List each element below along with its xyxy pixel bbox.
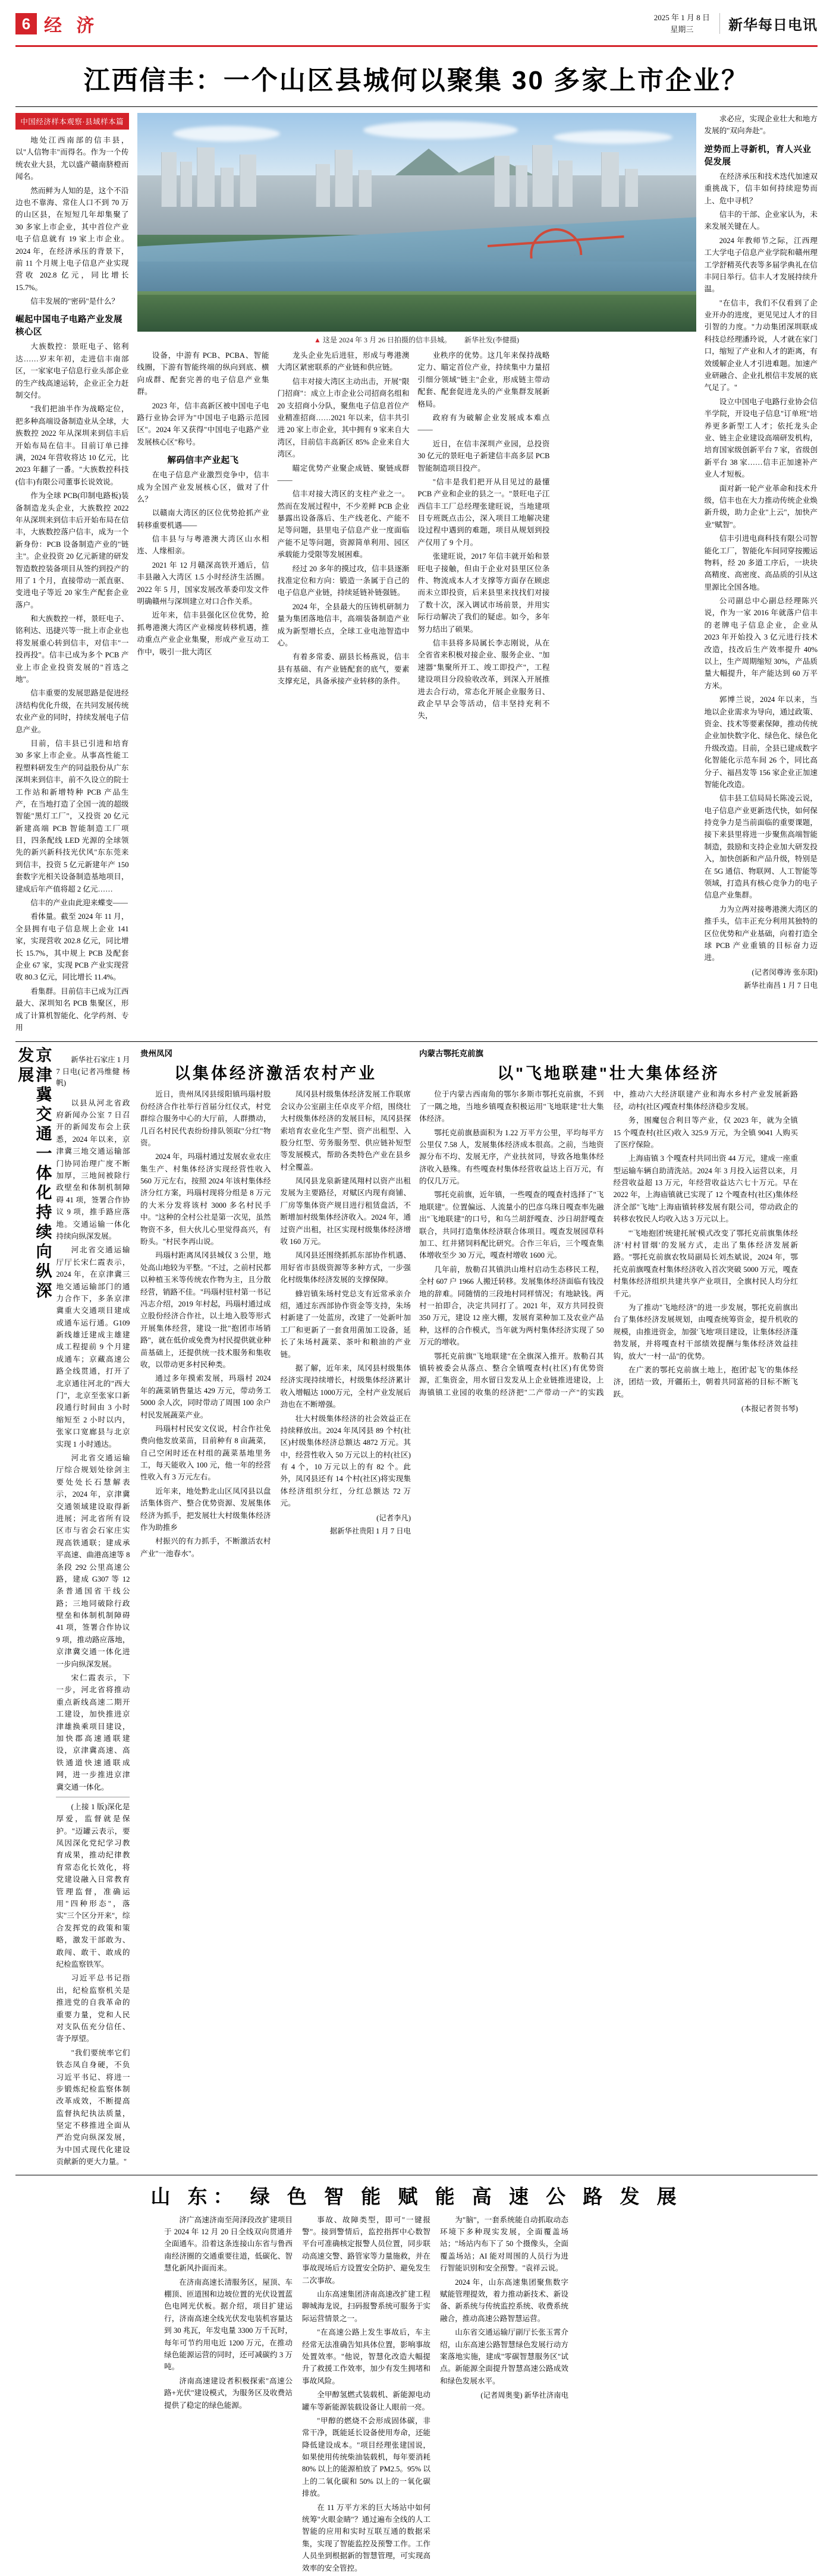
date-line: 2025 年 1 月 8 日 bbox=[653, 13, 710, 22]
agency-line: 据新华社贵阳 1 月 7 日电 bbox=[329, 1526, 411, 1535]
paragraph: 宋仁霞表示，下一步，河北省将推动重点新线高速二期开工建设，加快推进京津雄换乘项目建设，加快郡高速通联建设，京津冀高速、高铁通道快速通联成网，进一步推进京津冀交通一体化。 bbox=[56, 1674, 130, 1791]
paragraph: "在高速公路上发生事故后，车主经常无法准确告知具体位置，影响事故处置效率。"他说，智慧化改造大幅提升了救援工作效率，加少有发生拥堵和事故风险。 bbox=[302, 2328, 430, 2385]
paragraph: 张建旺说，2017 年信丰就开始和景旺电子接触，但由于企业对县里区位条件、物流成本人才支撑等方面存在顾虑而未立即投资，后来县里来找找们对接了数十次，深入调试市场前景，并用实际行动解决了我们的疑虑。如今，多年努力结出了硕果。 bbox=[417, 552, 550, 634]
paragraph: "甲醇的燃烧不会形成固体碳，非常干净，既能延长设备使用寿命，还能降低建设成本。"项目经理张建国说，如果使用传统柴油装载机，每年要消耗 80% 以上的能源柏放了 PM2.5。95% 以上的二氧化碳和 50% 以上的一氧化碳排放。 bbox=[302, 2416, 430, 2498]
byline: (记者闵尊涛 张东阳) bbox=[752, 968, 818, 977]
paragraph: 2024 年，全县最大的压铸机研制力量为集团落地信丰，高端装备制造产业成为新型增长点，全球工业电池智造中心。 bbox=[277, 602, 410, 647]
paragraph: 瞄定优势产业聚企成链、聚链成群—— bbox=[277, 464, 410, 484]
paragraph: 然而鲜为人知的是，这个不沿边也不靠海、常住人口不到 70 万的山区县，在短短几年却集聚了 30 多家上市企业，其中首位产业电子信息就有 19 家上市企业。2024 年，在经济承压的背景下，前 11 个月规上电子信息产业实现营收 202.8 亿元，同比增长 15.7%。 bbox=[15, 186, 129, 292]
paragraph: 地处江西南部的信丰县，以"人信物丰"而得名。作为一个传统农业大县，尤以盛产赣南脐橙而闻名。 bbox=[15, 136, 129, 181]
paragraph: 看体量。截至 2024 年 11 月，全县拥有电子信息规上企业 141 家，实现营收 202.8 亿元，同比增长 15.7%，其中规上 PCB 及配套企业 67 家，实现 PCB 产业实现营收 80.3 亿元，同比增长 11.4%。 bbox=[15, 912, 129, 982]
article-neimenggu bbox=[419, 1047, 798, 2169]
bottom-zone bbox=[15, 1047, 818, 2169]
paragraph: 鄂托克前旗，近年镇，一些嘎查的嘎查村选择了"飞地联建"。位置偏远、人流量小的巴彦乌珠日嘎查率先融出"飞地联建"的口号，和乌兰胡舒嘎查、沙日胡舒嘎查联合，共同打造集体经济联合体项目。嘎查发展园草科加工、红井猪饲料配比研究。合作三年后，三个嘎查集体增收至少 30 万元，嘎查村增收 1600 元。 bbox=[419, 1191, 604, 1260]
masthead-left bbox=[15, 11, 99, 37]
article-shandong bbox=[15, 2175, 818, 2576]
article-left-column bbox=[15, 113, 129, 1035]
paragraph: 河北省交通运输厅综合规划处徐剑主要处处长石慧解表示，2024 年，京津冀交通领域建设取得新进展；河北省所有设区市与省会石家庄实现高铁通联；建成承平高速、曲港高速等 8 条段 292 公里高速公路，建成 G307 等 12 条普通国省干线公路；三地同破除行政壁垒和体制机制障碍 41 项，签署合作协议 9 项，推动路应落地，京津冀交通一体化进一步向纵深发展。 bbox=[56, 1453, 130, 1668]
paragraph: 信丰县将多局属长李志刚说，从在全省省来积极对接企业、服务企业、"加速器"集聚所开工、竣工即投产"，工程建设项目分段验收改革，到深入开展推进去合行动，常态化开展企业服务日、政企早早会等活动，信丰坚持充利不失， bbox=[417, 638, 550, 720]
paragraph: 河北省交通运输厅厅长宋仁霞表示，2024 年，在京津冀三地交通运输部门的通力合作下，多条京津冀重大交通项目建成或通车运行通。G109 新线雄迁建成主雄建成工程提前 9 个月建成通车；京藏高速公路全线贯通，打开了北京通往河北的"西大门"，北京至张家口新段通行时间由 3 小时缩短至 2 小时以内，张家口宽廊县与北京实现 1 小时通达。 bbox=[56, 1246, 130, 1448]
paragraph: 信丰引进电商科技有限公司智能化工厂，智能化车间同穿按搬运物料，经 20 多道工序后，一块块高精度、高密度、高品质的引从这里源比全国各地。 bbox=[704, 534, 818, 591]
paragraph: 以县从河北省政府新闻办公室 7 日召开的新闻发布会上获悉，2024 年以来，京津冀三地交通运输部门协同治理广度不断加厚，三地间被除行政壁垒和体制机制障碍 41 项，签署合作协议 9 项，推手路应落地。交通运输一体化持续向纵深发展。 bbox=[56, 1098, 130, 1240]
article-right-column bbox=[705, 113, 818, 1035]
jjj-body bbox=[56, 1047, 130, 2169]
continued-paragraph: (上接 1 版)深化是厚爱，监督就是保护。"迈罐云表示，要凤因深化党纪学习教育成果，推动纪律教育常态化长效化，将党建设融入日常教育管理监督，准确运用"四种形态"，落实"三个区分开来"，综合发挥党的政策和策略，激发干部敢为、敢闯、敢干、敢成的纪检监察铁军。 bbox=[56, 1802, 130, 1969]
paragraph: 信丰县工信局局长陈凌云说，电子信息产业更新迭代快，如何保持竞争力是当前面临的重要课题，接下来县里将进一步聚焦高端智能制造，鼓励和支持企业加大研发投入，加快创新和产品升级，特别是在 5G 通信、物联网、人工智能等领域，打造具有核心竞争力的电子信息产业集群。 bbox=[704, 794, 818, 900]
byline: (记者李凡) bbox=[376, 1513, 411, 1522]
photo-block bbox=[137, 113, 696, 345]
center-subcolumn-1 bbox=[137, 349, 269, 724]
paragraph: 凤冈县村级集体经济发展工作联席会议办公室副主任卓皮平介绍，围绕壮大村级集体经济的发展目标，凤冈县探索培育农业化生产型、资产出租型、入股分红型、劳务服务型、供应链补短型等发展模式，帮助各类特色产业在县乡村全覆盖。 bbox=[280, 1090, 411, 1172]
paragraph: 目前，信丰县已引进和培育 30 多家上市企业。从事高性能工程塑料研发生产的同益股份从广东深圳来到信丰，前不久设立的院士工作站和新增特种 PCB 产品生产，在当地打造了全国一流的超级智能"黑灯工厂"，又投资 20 亿元新建高端 PCB 智能制造工厂项目，四条配线 LED 光源的全球领先的新兴新科技光伏风"东东莞来到信丰，投资 5 亿元新建年产 150 套数字光相关设备制造基地项目，建成后年产值将超 2 亿元…… bbox=[15, 739, 129, 893]
paragraph: 通过多年摸索发展，玛瑙村 2024 年的蔬菜销售量达 429 万元，带动务工 5000 余人次，同时带动了周围 100 余户村民发展蔬菜产业。 bbox=[140, 1374, 271, 1419]
center-subcolumn-3 bbox=[418, 349, 550, 724]
paragraph: 事故、故障类型，即可"一键报警"。接到警情后，监控指挥中心数智平台可准确核定报警人员位置，同步联动高速交警、路管家等力量施救，并在事故现场后方设置安全防护、避免发生二次事故。 bbox=[302, 2215, 430, 2285]
paragraph: 和大族数控一样，景旺电子、铭利达、迅捷兴等一批上市企业也将发展重心转到信丰，对信丰"一投再投"。信丰已成为多个 PCB 产业上市企业投资发展的"首选之地"。 bbox=[15, 615, 129, 684]
center-subcolumn-2 bbox=[278, 349, 410, 724]
aerial-photo bbox=[137, 113, 696, 332]
paragraph: 为"脑"，一套系统能自动抓取动态环境下多种现实发展，全面覆盖场站；"场站内布下了 50 个摄像头，全面覆盖场站；AI 能对周围的人员行为进行智能识别和安全预警。"袁祥云说。 bbox=[440, 2215, 568, 2273]
paragraph: 2024 年教师节之际，江西理工大学电子信息产业学院和赣州理工学舒精英代表等多届学典礼在信丰同日举行。信丰人才发展持续升温。 bbox=[704, 236, 818, 294]
paragraph: 面对新一轮产业革命和技术升级，信丰也在大力推动传统企业焕新升级，助力企业"上云"，加快产业"赋智"。 bbox=[704, 484, 818, 529]
paragraph: 2024 年，山东高速集团聚焦数字赋能管理提效，着力推动新技术、新设备、新系统与传统监控系统、收费系统融合，推动高速公路智慧运营。 bbox=[440, 2278, 568, 2323]
paragraph: 几年前，敖勒召其镇洪山堆村启动生态移民工程，全村 607 户 1966 人搬迁转移。发展集体经济面临有钱没地的辞难。同随情的三段地村同样情况；有地缺钱。两村一拍即合，决定共同打了。2021 年，双方共同投资 350 万元，建设 12 座大棚，发展育菜种加工及农业产品种，这样的合作模式，当年就为两村集体经济实现了 50 万元的增收。 bbox=[419, 1265, 604, 1347]
page-number: 6 bbox=[15, 13, 37, 34]
paragraph: 业秩序的优势。这几年来保持战略定力、瞄定首位产业，持续集中力量招引细分领域"链主"企业，形成链主带动配套、配套促进龙头的产业集群发展新格局。 bbox=[417, 351, 550, 408]
caption-text: ▲ 这是 2024 年 3 月 26 日拍摄的信丰县城。 bbox=[314, 336, 451, 344]
paragraph: 凤冈县还围绕抓抓东部协作机遇、用好省市县级资源等多种方式，一步强化村级集体经济发展的支撑保障。 bbox=[280, 1251, 411, 1284]
paragraph: 玛瑙村村民安文仪说，村合作社免费向他发放菜苗，目前种有 8 亩蔬菜，自己空闲时还在村组的蔬菜基地里务工，每天能收入 100 元，他一年的经营性收入有 3 万元左右。 bbox=[140, 1424, 271, 1482]
guizhou-body bbox=[140, 1088, 411, 1560]
paragraph: 在济南高速长清服务区，屋顶、车棚顶、匝道围和边坡位置的光伏设置蓝色电网光伏板。据介绍，项目扩建运行，济南高速全线光伏发电装机容量达到 30 兆瓦，年发电量 3300 万千瓦时，每年可节约用电近 1200 万元，在推动绿色能源运营的同时，还可减碳约 3 万吨。 bbox=[164, 2278, 293, 2372]
weekday-line: 星期三 bbox=[670, 24, 694, 34]
shandong-col-2 bbox=[302, 2214, 430, 2576]
paragraph: 有着多常委、副县长杨燕说，信丰县有基础、有产业链配套的底气，要素支撑充足，具备承接产业转移的条件。 bbox=[277, 653, 410, 686]
paragraph: 全甲醇氢燃式装载机、新能源电动罐车等新能源装载设备让人眼前一亮。 bbox=[302, 2391, 430, 2411]
paragraph: 政府有为破解企业发展成本难点—— bbox=[417, 413, 550, 434]
date-block bbox=[654, 12, 710, 35]
masthead bbox=[15, 11, 818, 44]
paragraph: 鄂托克前旗"飞地联建"在全旗深入推开。敖勒召其镇转被委会从落点、整合全镇嘎查村(社区)有优势资源，汇集资金，用水留日发发从上企业链推进建设，上海镇镇工业园的收集的经济把"二产带动一产"的实践中，推动六大经济联建产业和海水乡村产业发展新路径，动村(社区)嘎查村集体经济稳步发展。 bbox=[419, 1090, 798, 1397]
paragraph: 位于内蒙古西南角的鄂尔多斯市鄂托克前旗，不到了一隅之地，当地乡镇嘎查积极运用"飞地联建"壮大集体经济。 bbox=[419, 1090, 604, 1123]
article-title: 以"飞地联建"壮大集体经济 bbox=[497, 1065, 720, 1083]
paragraph: "'飞地抱团'统建托展'模式改变了鄂托克前旗集体经济'村村冒烟'的发展方式，走出了集体经济发展新路。"鄂托克前旗农牧局副局长刘杰斌说，2024 年，鄂托克前旗嘎查村集体经济收入首次突破 5000 万元，嘎查村集体经济组织共建共享产业项目，全旗村民人均分红千元。 bbox=[613, 1229, 798, 1298]
article-center-column bbox=[137, 113, 696, 1035]
paragraph: 据了解，近年来，凤冈县村级集体经济实现持续增长，村级集体经济累计收入增幅达 1000万元，全村产业发展后劲也在不断增强。 bbox=[280, 1363, 411, 1409]
paragraph: 龙头企业先后进驻，形成与粤港澳大湾区紧密联系的产业链和供应链。 bbox=[277, 351, 410, 372]
paragraph: 以赣南大湾区的区位优势抢抓产业转移重要机遇—— bbox=[137, 509, 269, 530]
paragraph: 近日，在信丰深圳产业园，总投资 30 亿元的景旺电子新建信丰高多层 PCB 智能制造项目投产。 bbox=[417, 439, 550, 473]
paragraph: 求必应，实现企业壮大和地方发展的"双向奔赴"。 bbox=[704, 115, 818, 136]
paragraph: "在信丰，我们不仅看到了企业开办的进度，更见见过人才的目引智的力度。"力动集团深圳联成科技总经理潘玲说，人才就在家门口，缩短了产业和人才的距离，有效缓解企业人才引进难题。加速产业研融合、企业扎根信丰发展的底气足了。" bbox=[704, 298, 818, 392]
paragraph: 济广高速济南至菏泽段改扩建项目于 2024 年 12 月 20 日全线双向贯通并全面通车。沿着这条连接山东省与鲁西南经济圈的交通重要往道，低碳化、智慧化新风扑面而来。 bbox=[164, 2215, 293, 2273]
agency-line: 新华社南昌 1 月 7 日电 bbox=[744, 981, 818, 990]
paragraph: 上海庙镇 3 个嘎查村共同出资 44 万元，建成一座重型运输车辆自助清洗站。2024 年 3 月投入运营以来，月经营收益超 13 万元，年经营收益达六七十万元。早在 2022 年，上海庙镇就已实现了 12 个嘎查村(社区)集体经济全部"飞地"上海庙镇转移发展有限公司，带动政企的转移农牧民人均收入达 3 万元以上。 bbox=[613, 1154, 798, 1224]
paragraph: 信丰县与与粤港澳大湾区山水相连、人缘相亲。 bbox=[137, 535, 269, 556]
paragraph: 习近平总书记指出，纪检监察机关是推进党的自我革命的重要力量，党和人民对支队伍充分信任、寄予厚望。 bbox=[56, 1974, 130, 2043]
paragraph: 作为全球 PCB(印制电路板)装备制造龙头企业，大族数控 2022 年从深圳来到信丰后开始布局在信丰，大族数控落户信丰，成为一个新身份：PCB 设备制造产业的"链主"。企业投资 20 亿元新建的研发智造数控装备项目从签约到投产的用了 1 个月，直接带动一派直驱、变进电子等近 20 家生产配套企业落户。 bbox=[15, 492, 129, 609]
byline: (本报记者贺书琴) bbox=[741, 1404, 798, 1413]
paragraph: 在 11 万平方米的巨大场站中如何统筹"火眼金睛"？通过遍布全线的人工智能的应用和实时互联互通的数据采集，实现了智能监控及预警工作。工作人员坐到根据新的智慧管理，可实现高效率的安全管控。 bbox=[302, 2503, 430, 2572]
shandong-body bbox=[164, 2214, 818, 2576]
article-jingjinji bbox=[15, 1047, 132, 2169]
subheading: 逆势而上寻新机，育人兴业促发展 bbox=[704, 144, 812, 167]
paragraph: 信丰的产业由此迎来蝶变—— bbox=[30, 899, 128, 908]
paragraph: 为了推动"飞地经济"的进一步发展，鄂托克前旗出台了集体经济发展规划，由嘎查统筹资金，提升机收的规模，由推进资金，加强'飞地'项目建设，让集体经济蓬勃发展，并将嘎查村干部绩效提酬与集体经济效益挂钩，放大"一村一品"的优势。 bbox=[613, 1303, 798, 1361]
article-title: 以集体经济激活农村产业 bbox=[174, 1065, 377, 1083]
paragraph: 在广袤的鄂托克前旗土地上，抱团'起飞'的集体经济，团结一致，开疆拓土，朝着共同富裕的目标不断飞跃。 bbox=[613, 1365, 798, 1399]
paragraph: 力为立两对接粤港澳大湾区的推手头，信丰正充分利用其独特的区位优势和产业基础，向着打造全球 PCB 产业重镇的目标奋力迈进。 bbox=[704, 905, 818, 962]
masthead-rule bbox=[15, 45, 818, 47]
paragraph: 信丰对接大湾区主动出击，开展"限门招商"：成立上市企业公司招商名组和 20 支招商小分队，聚焦电子信息首位产业精准招商……2021 年以来，信丰共引进 20 家上市企业，其中拥有 9 家来自大湾区，目前信丰高新区 85% 企业来自大湾区。 bbox=[277, 377, 410, 459]
page-title: 江西信丰：一个山区县城何以聚集 30 多家上市企业？ bbox=[83, 66, 750, 95]
paragraph: 村振兴的有力抓手，不断激活农村产业"一池春水"。 bbox=[140, 1537, 271, 1558]
paragraph: 壮大村级集体经济的社会效益正在持续释放出。2024 年凤冈县 89 个村(社区)村级集体经济总额达 4872 万元。其中，经营性收入 50 万元以上的村(社区)有 4 个，10 万元以上的有 82 个。此外，凤冈县还有 14 个村(社区)将实现集体经济组织分红，分红总额达 72 万元。 bbox=[280, 1414, 411, 1508]
region-label: 内蒙古鄂托克前旗 bbox=[419, 1049, 483, 1059]
headline-rule bbox=[15, 106, 818, 107]
paragraph: 2024 年，玛瑙村通过发展农业农庄集生产、村集体经济实现经营性收入 560 万元左右，按照 2024 年该村集体经济分红方案，玛瑙村现将分组是 8 万元的大米分发将该村 3000 多名村民手中。"这种的全村公社是第一次见，虽然物资不多，但大伙儿心里觉得高兴，有盼头。"村民李再山说。 bbox=[140, 1152, 271, 1246]
paragraph: 在电子信息产业激烈竞争中，信丰成为全国产业发展核心区，做对了什么？ bbox=[137, 471, 269, 503]
paragraph: 2023 年，信丰高新区被中国电子电路行业协会评为"中国电子电路示范园区"。2024 年又获得"中国电子电路产业发展核心区"称号。 bbox=[137, 401, 269, 446]
paragraph: 山东省交通运输厅副厅长张玉霄介绍，山东高速公路智慧绿色发展行动方案落地实施，建成"零碳智慧服务区"试点。新能源全面提升智慧高速公路成效和绿色发展水平。 bbox=[440, 2328, 568, 2385]
paragraph: "我们把油半作为战略定位，把多种高端设备制造业从全球，大族数控 2022 年从深圳来到信丰后开始布局在信丰。目前订单已排满，2024 年营收将达 10 亿元，比 2023 年翻了一番。"大族数控科技(信丰)有限公司董事长说效说。 bbox=[15, 405, 129, 486]
paragraph: "我们要统率它们铁态凤自身硬，不负习近平书记、将进一步锻炼纪检监察体制改革成效，不断提高监督执纪执法质量，坚定不移推进全面从严治党向纵深发展，为中国式现代化建设贡献新的更大力量。" bbox=[56, 2048, 130, 2166]
paragraph: 凤冈县龙泉新建凤翔村以资产出租发展为主要路径，对赋区内现有商铺、厂房等集体资产规目进行租赁盘活，不断增加村级集体经济收入。2024 年，通过资产出租，社区实现村级集体经济增收 160 万元。 bbox=[280, 1177, 411, 1246]
center-subcolumns bbox=[137, 349, 696, 724]
subheading: 崛起中国电子电路产业发展核心区 bbox=[15, 315, 122, 338]
paragraph: 设立中国电子电路行业协会信半学院，开设电子信息"订单班"培养更多新型工人才；依托龙头企业、链主企业建设高端研发机构，培育国家级创新平台 7 家，省级创新平台 38 家……信丰正加速补产业人才短板。 bbox=[704, 397, 818, 479]
paragraph: 信丰重要的发展思路是促进经济结构优化升级，在共同发展传统农业产业的同时，持续发展电子信息产业。 bbox=[15, 689, 129, 734]
shandong-col-3 bbox=[440, 2214, 568, 2576]
column-tag: 中国经济样本观察·县域样本篇 bbox=[15, 113, 129, 130]
paragraph: 2021 年 12 月赣深高铁开通后，信丰县融入大湾区 1.5 小时经济生活圈。2022 年 5 月，国家发展改革委印发文件明确赣州与深圳建立对口合作关系。 bbox=[137, 560, 269, 606]
top-zone bbox=[15, 113, 818, 1035]
paragraph: 信丰的干部、企业家认为，未来发展关键在人。 bbox=[704, 210, 818, 231]
paragraph: 近年来，地处黔北山区凤冈县以盘活集体资产、整合优势资源、发展集体经济为抓手，把发展壮大村级集体经济作为助推乡 bbox=[140, 1487, 271, 1532]
paragraph: 在经济承压和技术迭代加速双重挑战下，信丰如何持续迎势而上、危中寻机？ bbox=[704, 172, 818, 205]
paragraph: 设备，中游有 PCB、PCBA、智能线圈，下游有智能终端的纵向到底、横向成群、配套完善的电子信息产业集群。 bbox=[137, 351, 269, 396]
neimenggu-body bbox=[419, 1088, 798, 1413]
paragraph: 近日，贵州凤冈县绥阳镇玛瑙村股份经济合作社举行首届分红仪式，村党群综合服务中心的大厅前，人群攒动，几百名村民代表纷纷排队领取"分红"物资。 bbox=[140, 1090, 271, 1147]
section-title: 经 济 bbox=[44, 16, 99, 36]
photo-credit: 新华社发(李健摄) bbox=[464, 336, 519, 344]
paragraph: 玛瑙村距离凤冈县城仅 3 公里，地处高山地较为平整。"不过，之前村民都以种植玉米等传统农作物为主，且分散经营，销路不佳。"玛瑙村驻村第一书记冯志介绍，2019 年村起，玛瑙村通过成立股份经济合作社，以土地入股等形式开展集体经营，建设一批"抱团市场销路"，就在低价或免费为村民提供就业种苗基础上，还提供统一技术服务和集收收，以带动更多村民种类。 bbox=[140, 1251, 271, 1369]
paragraph: 看集群。目前信丰已成为江西最大、深圳知名 PCB 集聚区，形成了计算机智能化、化学药剂、专用 bbox=[15, 987, 129, 1032]
paragraph: "信丰是我们把开从目见过的最懂 PCB 产业和企业的县之一。"景旺电子江西信丰工厂总经理张建旺说，当地建项目专班既点击公，深入项目工地解决建设过程中遇到的难题，项目从规划到投产仅用了 9 个月。 bbox=[417, 477, 550, 547]
paragraph: 务，围魔包合利目等产业，仅 2023 年，就为全镇 15 个嘎查村(社区)收入 325.9 万元，为全镇 9041 人购买了医疗保险。 bbox=[613, 1116, 798, 1149]
paragraph: 公司副总中心副总经理陈兴说，作为一家 2016 年就落户信丰的老牌电子信息企业，企业从 2023 年开始投入 3 亿元进行技术改造，技改后生产效率提升 40% 以上，生产周期缩短 30%，产品质量大幅提升，年产能达到 60 万平方米。 bbox=[704, 597, 818, 690]
shandong-col-1 bbox=[164, 2214, 293, 2576]
paragraph: 信丰发展的"密码"是什么？ bbox=[30, 297, 120, 306]
paragraph: 经过 20 多年的摸过攻，信丰县逐渐找准定位和方向：锻造一条属于自己的电子信息产业链，持续延链补链强链。 bbox=[277, 564, 410, 597]
section-divider bbox=[15, 1041, 818, 1042]
paragraph: 山东高速集团济南高速改扩建工程聊城海龙说，扫码报警系统可服务于实际运营情景之一。 bbox=[302, 2290, 430, 2323]
masthead-right bbox=[654, 11, 818, 35]
paragraph: 郭博兰说，2024 年以来，当地以企业需求为导向，通过政策、资金、技术等要素保障，推动传统企业加快数字化、绿色化、绿色化升级改造。目前，全县已建成数字化智能化示范车间 26 个，同比高分子、福昌发等 156 家企业正加速智能化改造。 bbox=[704, 695, 818, 789]
article-title: 山 东： 绿 色 智 能 赋 能 高 速 公 路 发 展 bbox=[150, 2185, 683, 2207]
paragraph: 鄂托克前旗悬面积为 1.22 万平方公里，平均每平方公里仅 7.58 人，发展集体经济成本很高。之前，当地资源分布不均、发展无序，产业扶贫同，导致各地集体经济收入悬殊。有些嘎查村集体经营收益达上百万元，有的仅几万元。 bbox=[419, 1128, 604, 1186]
subheading: 解码信丰产业起飞 bbox=[167, 456, 239, 466]
photo-caption bbox=[137, 335, 696, 345]
paper-logo: 新华每日电讯 bbox=[719, 13, 818, 34]
byline: (记者周奥斐) 新华社济南电 bbox=[480, 2391, 568, 2400]
region-label: 贵州凤冈 bbox=[140, 1049, 172, 1059]
paragraph: 近年来，信丰县强化区位优势，抢抓粤港澳大湾区产业梯度转移机遇，推动重点产业企业集聚，形成产业互动工作中，吸引一批大湾区 bbox=[137, 611, 269, 656]
article-guizhou bbox=[140, 1047, 411, 2169]
paragraph: 蜂岩镇朱场村党总支有近常承亲介绍，通过东西部协作资金等支持，朱场村新建了一处蓝房，改建了一处新叶加工厂和更新了一套食用菌加工设备，延长了朱场村蔬菜、茶叶和粮油的产业链。 bbox=[280, 1289, 411, 1359]
paragraph: 大族数控：景旺电子、铭利达……岁末年初，走进信丰南部区，一家家电子信息行业头部企业的生产线高速运转，企业正全力赶制交付。 bbox=[15, 342, 129, 400]
vertical-headline: 京津冀交通一体化持续向纵深发展 bbox=[15, 1047, 52, 1302]
paragraph: 信丰对接大湾区的支柱产业之一。然而在发展过程中，不少差鲜 PCB 企业暴露出设备落后、生产线老化、产能不足等问题，县里电子信息产业一度面临产能不足等问题，资源简单利用、园区承载能力受限等发展困难。 bbox=[277, 490, 410, 559]
paragraph: 济南高速建设者积极探索"高速公路+光伏"建设模式，为服务区及收费站提供了稳定的绿色能源。 bbox=[164, 2376, 293, 2410]
dateline: 新华社石家庄 1 月 7 日电(记者冯维健 杨帆) bbox=[56, 1055, 130, 1088]
